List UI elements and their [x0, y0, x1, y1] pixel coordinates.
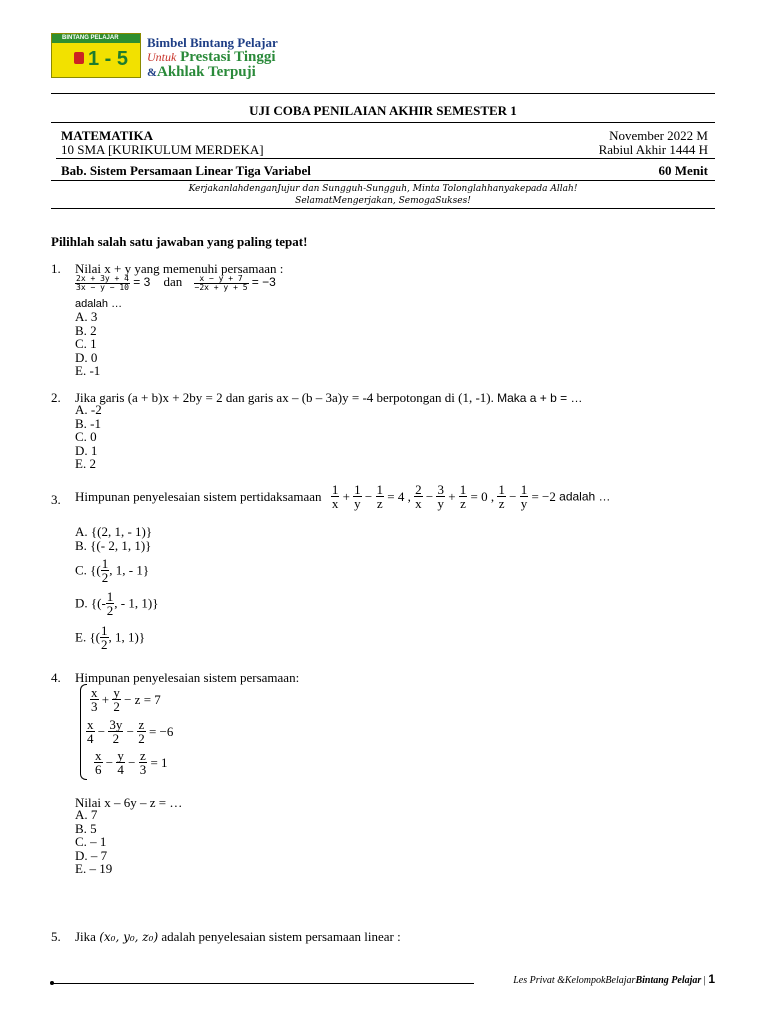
q4-op: −: [128, 755, 136, 770]
q4-option-a[interactable]: A. 7: [75, 807, 98, 822]
q1-option-a[interactable]: A. 3: [75, 309, 98, 324]
q3-frac-den: 2: [106, 603, 114, 618]
q1-equations: [75, 274, 276, 292]
q3-frac-1z-c: [497, 483, 506, 510]
q3-frac-1z-b: [459, 483, 468, 510]
motto-1: KerjakanlahdenganJujur dan Sungguh-Sungguh, Minta Tolonglahhanyakepada Allah!: [188, 184, 578, 194]
q3-op: +: [448, 489, 456, 504]
q4-eq-3: [94, 749, 168, 776]
date-m: November 2022 M: [609, 128, 708, 143]
q3-eq: = 4 ,: [387, 489, 411, 504]
q4-r2-frac-b: [108, 718, 123, 745]
q3-frac-num: 1: [459, 482, 467, 497]
q1-eq2: = −3: [251, 275, 276, 289]
logo: [51, 33, 141, 78]
subject: MATEMATIKA: [61, 128, 153, 143]
q3-frac-num: 2: [415, 482, 422, 497]
tagline-1-text: Prestasi Tinggi: [180, 49, 276, 65]
q4-den: 4: [117, 762, 124, 777]
q4-op: −: [105, 755, 114, 770]
tagline-italic: Untuk: [147, 50, 177, 64]
q2-option-a[interactable]: A. -2: [75, 402, 102, 417]
q4-r1-end: − z = 7: [124, 692, 161, 707]
q3-frac-num: 1: [106, 589, 114, 604]
q3-frac-num: 1: [354, 482, 361, 497]
q4-r3-end: = 1: [150, 755, 168, 770]
q3-opte-post: , 1, 1)}: [108, 629, 146, 645]
q4-num: x: [95, 748, 102, 763]
q3-optc-pre: C. {(: [75, 562, 101, 578]
q4-den: 3: [91, 699, 98, 714]
q4-option-d[interactable]: D. – 7: [75, 847, 108, 863]
q2-text-b: Maka a + b = …: [497, 391, 583, 405]
q3-frac-den: z: [498, 496, 505, 511]
q2-option-b[interactable]: B. -1: [75, 415, 101, 431]
q3-text: Himpunan penyelesaian sistem pertidaksamaan: [75, 489, 322, 504]
q3-frac-den: 2: [101, 637, 108, 652]
q3-frac-den: z: [460, 496, 466, 511]
q2-option-e[interactable]: E. 2: [75, 456, 96, 471]
chapter: Bab. Sistem Persamaan Linear Tiga Variabel: [61, 163, 311, 178]
q4-den: 4: [87, 731, 94, 746]
q3-optc-frac: [101, 557, 110, 584]
q4-op: −: [97, 724, 106, 739]
q4-den: 2: [138, 731, 145, 746]
q4-text: Himpunan penyelesaian sistem persamaan:: [75, 670, 300, 685]
q1-option-c[interactable]: C. 1: [75, 336, 97, 351]
q4-num: y: [113, 685, 120, 700]
q3-frac-num: 1: [101, 623, 108, 638]
footer-line: [52, 983, 474, 984]
q4-num: x: [91, 685, 98, 700]
q3-number: 3.: [51, 492, 61, 507]
q4-num: z: [140, 748, 146, 763]
q3-frac-den: y: [437, 496, 444, 511]
divider-title: [51, 122, 715, 123]
q4-r2-end: = −6: [148, 724, 174, 739]
doc-title: UJI COBA PENILAIAN AKHIR SEMESTER 1: [249, 103, 517, 118]
footer: [513, 972, 715, 986]
q3-adalah: adalah …: [559, 489, 611, 504]
q5-line: [75, 929, 401, 945]
q4-r3-frac-c: [139, 749, 148, 776]
q4-r3-frac-b: [116, 749, 125, 776]
q4-num: 3y: [109, 717, 123, 732]
q4-option-b[interactable]: B. 5: [75, 820, 97, 836]
q5-text-b: adalah penyelesaian sistem persamaan linear :: [161, 929, 401, 944]
q3-opte-frac: [100, 624, 109, 651]
q4-num: z: [138, 717, 145, 732]
q3-frac-den: y: [354, 496, 361, 511]
q4-r1-frac-a: [90, 686, 99, 713]
q1-eq1: = 3: [133, 275, 151, 289]
q1-f2-den: −2x + y + 5: [194, 282, 248, 292]
q4-option-e[interactable]: E. – 19: [75, 861, 113, 876]
q4-den: 6: [95, 762, 102, 777]
footer-brand: Bintang Pelajar: [635, 975, 702, 986]
divider-chapter: [51, 180, 715, 181]
tagline-2-text: Akhlak Terpuji: [157, 64, 256, 80]
divider-motto: [51, 208, 715, 209]
q4-r1-frac-b: [112, 686, 121, 713]
q5-number: 5.: [51, 929, 61, 944]
q3-frac-den: z: [376, 496, 383, 511]
q4-option-c[interactable]: C. – 1: [75, 834, 107, 849]
q3-option-e[interactable]: [75, 624, 145, 651]
q4-den: 2: [113, 699, 120, 714]
date-h: Rabiul Akhir 1444 H: [598, 142, 708, 157]
q3-frac-1y: [353, 483, 362, 510]
q3-frac-den: 2: [101, 570, 109, 585]
q4-r2-frac-a: [86, 718, 95, 745]
q2-text: Jika garis (a + b)x + 2by = 2 dan garis ax – (b – 3a)y = -4 berpotongan di (1, -1).: [75, 390, 494, 405]
q1-options: [75, 310, 100, 378]
q3-line: [75, 483, 611, 510]
divider-top: [51, 93, 715, 94]
q3-eq: = −2: [531, 489, 556, 504]
q3-frac-num: 1: [331, 482, 339, 497]
q3-op: +: [342, 489, 350, 504]
q5-tuple: (x₀, y₀, z₀): [99, 930, 159, 944]
q3-option-b[interactable]: B. {(- 2, 1, 1)}: [75, 538, 152, 553]
q3-frac-num: 1: [376, 482, 383, 497]
logo-top-text: BINTANG PELAJAR: [62, 35, 119, 41]
q1-option-d[interactable]: D. 0: [75, 349, 98, 365]
q3-optc-post: , 1, - 1}: [109, 562, 150, 578]
q3-frac-den: x: [331, 496, 339, 511]
q3-frac-den: x: [415, 496, 422, 511]
footer-sep: |: [701, 975, 709, 986]
q3-optd-pre: D. {(-: [75, 595, 106, 611]
q1-fraction-1: [75, 275, 130, 292]
q2-option-d[interactable]: D. 1: [75, 442, 98, 458]
instruction: Pilihlah salah satu jawaban yang paling tepat!: [51, 234, 308, 249]
q4-num: x: [87, 717, 94, 732]
brand-name: Bimbel Bintang Pelajar: [147, 35, 278, 50]
q3-frac-1z: [376, 483, 385, 510]
q3-option-c[interactable]: [75, 557, 149, 584]
q3-frac-num: 1: [520, 482, 528, 497]
q1-adalah: adalah …: [75, 298, 123, 310]
footer-text: Les Privat &KelompokBelajar: [513, 975, 636, 986]
page-number: 1: [708, 972, 715, 986]
q1-text: Nilai x + y yang memenuhi persamaan :: [75, 261, 284, 276]
q3-opte-pre: E. {(: [75, 629, 101, 645]
logo-number: 1 - 5: [88, 48, 129, 70]
q1-dan: dan: [163, 274, 183, 289]
q3-frac-num: 1: [101, 556, 109, 571]
duration: 60 Menit: [658, 163, 708, 178]
tagline-2: [147, 64, 256, 81]
q2-options: [75, 403, 102, 471]
q2-text-line: [75, 390, 583, 406]
q2-option-c[interactable]: C. 0: [75, 429, 97, 444]
q3-op: −: [364, 489, 373, 504]
logo-mark: [74, 52, 84, 64]
divider-info: [56, 158, 715, 159]
tagline-amp: &: [147, 65, 157, 79]
q4-r3-frac-a: [94, 749, 103, 776]
q1-fraction-2: [194, 275, 249, 292]
q3-frac-2x: [414, 483, 423, 510]
q4-options: [75, 808, 112, 876]
q4-eq-1: [90, 686, 161, 713]
q4-ask: Nilai x – 6y – z = …: [75, 795, 183, 810]
q4-op: +: [101, 692, 110, 707]
q5-text-a: Jika: [75, 929, 96, 944]
q2-number: 2.: [51, 390, 61, 405]
q1-number: 1.: [51, 261, 61, 276]
q3-frac-1x: [331, 483, 340, 510]
q4-op: −: [126, 724, 134, 739]
q3-frac-num: 1: [498, 482, 505, 497]
q3-option-a[interactable]: A. {(2, 1, - 1)}: [75, 524, 153, 539]
q4-number: 4.: [51, 670, 61, 685]
class-label: 10 SMA [KURIKULUM MERDEKA]: [61, 142, 264, 157]
q4-num: y: [117, 748, 124, 763]
q4-den: 3: [139, 762, 147, 777]
q1-option-b[interactable]: B. 2: [75, 322, 97, 338]
q3-optd-post: , - 1, 1)}: [114, 595, 159, 611]
q3-frac-3y: [436, 483, 445, 510]
motto-2: SelamatMengerjakan, SemogaSukses!: [295, 196, 471, 206]
q3-frac-1y-b: [520, 483, 529, 510]
q4-r2-frac-c: [137, 718, 146, 745]
q1-f1-num: 2x + 3y + 4: [76, 273, 129, 283]
q4-den: 2: [108, 731, 123, 745]
q1-f1-den: 3x − y − 10: [76, 282, 129, 292]
q3-frac-den: y: [520, 496, 528, 511]
q1-option-e[interactable]: E. -1: [75, 363, 101, 378]
q3-eq: = 0 ,: [470, 489, 495, 504]
q3-frac-num: 3: [437, 482, 444, 497]
q4-eq-2: [86, 718, 173, 745]
q3-option-d[interactable]: [75, 590, 158, 617]
q1-f2-num: x − y + 7: [199, 273, 243, 283]
q3-op: −: [425, 489, 434, 504]
q3-op: −: [509, 489, 517, 504]
